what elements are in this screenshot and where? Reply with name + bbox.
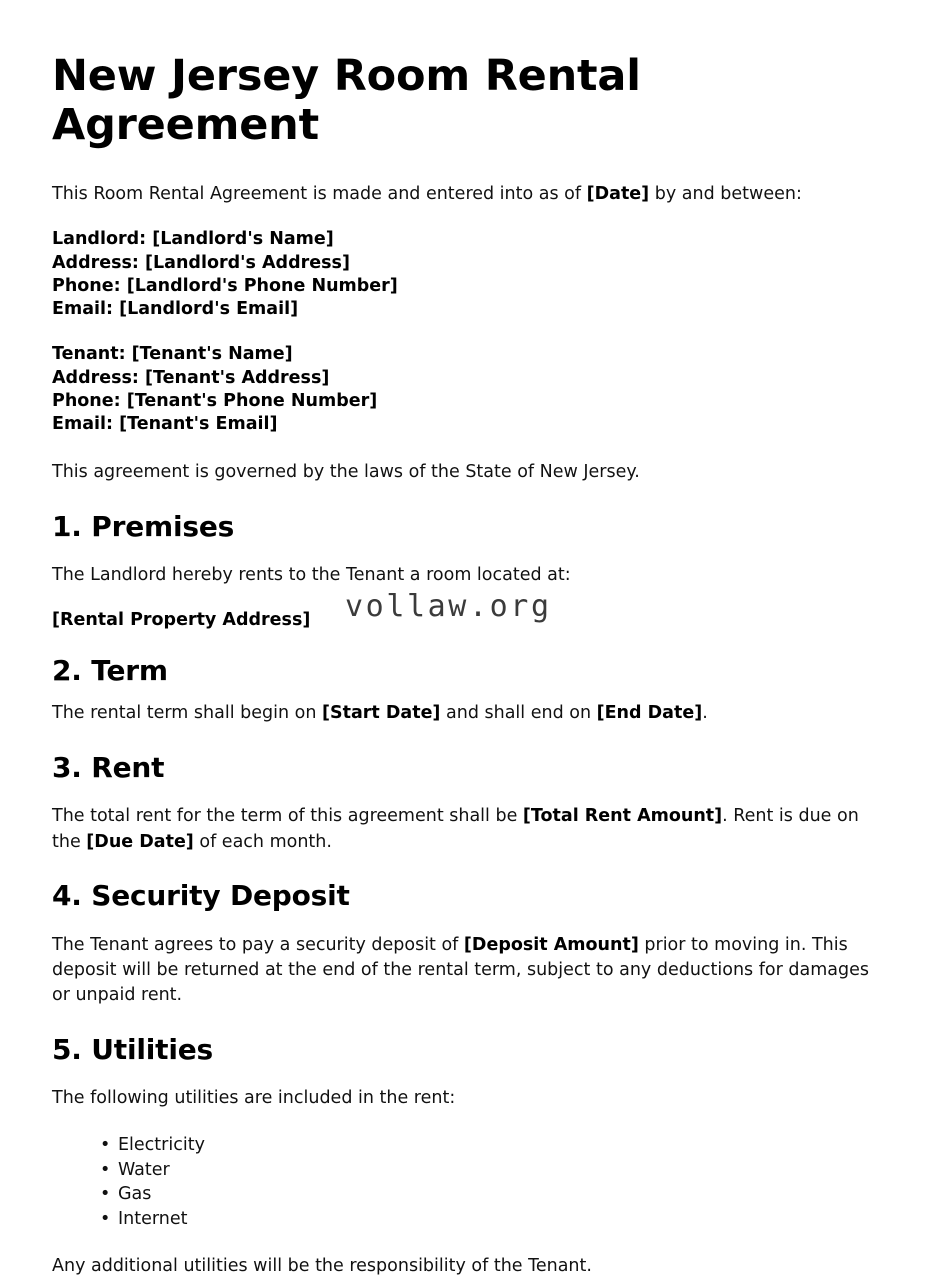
section-heading-security-deposit: 4. Security Deposit	[52, 879, 350, 913]
intro-paragraph	[52, 182, 890, 207]
total-rent-amount-placeholder: [Total Rent Amount]	[522, 806, 723, 827]
rent-text-after-due: of each month.	[193, 831, 332, 852]
end-date-placeholder: [End Date]	[596, 703, 703, 724]
governing-law-paragraph: This agreement is governed by the laws of the State of New Jersey.	[52, 462, 640, 483]
intro-text-after-date: by and between:	[649, 183, 802, 204]
list-item: • Water	[100, 1158, 890, 1183]
landlord-info-block	[52, 228, 890, 321]
watermark: vollaw.org	[345, 589, 552, 624]
rent-text-before-amount: The total rent for the term of this agreement shall be	[52, 806, 523, 827]
term-text-between: and shall end on	[440, 703, 597, 724]
term-text-after-end: .	[702, 703, 708, 724]
date-placeholder: [Date]	[586, 183, 650, 204]
utilities-list	[52, 1133, 890, 1232]
start-date-placeholder: [Start Date]	[322, 703, 441, 724]
due-date-placeholder: [Due Date]	[86, 831, 194, 852]
section-heading-term: 2. Term	[52, 653, 168, 687]
premises-body: The Landlord hereby rents to the Tenant a room located at:	[52, 565, 571, 586]
deposit-amount-placeholder: [Deposit Amount]	[463, 934, 639, 955]
landlord-name-line: Landlord: [Landlord's Name]	[52, 229, 334, 250]
page-title: New Jersey Room Rental Agreement	[52, 51, 641, 151]
utilities-closing: Any additional utilities will be the responsibility of the Tenant.	[52, 1256, 592, 1277]
tenant-email-line: Email: [Tenant's Email]	[52, 414, 278, 435]
section-heading-premises: 1. Premises	[52, 509, 235, 543]
landlord-phone-line: Phone: [Landlord's Phone Number]	[52, 275, 398, 296]
rental-property-address-placeholder: [Rental Property Address]	[52, 609, 311, 630]
term-text-before-start: The rental term shall begin on	[52, 703, 322, 724]
tenant-phone-line: Phone: [Tenant's Phone Number]	[52, 390, 378, 411]
utilities-intro: The following utilities are included in the rent:	[52, 1088, 456, 1109]
tenant-info-block	[52, 343, 890, 436]
tenant-address-line: Address: [Tenant's Address]	[52, 367, 330, 388]
deposit-text-after-amount: prior to moving in. This deposit will be returned at the end of the rental term, subject to any deductions for damages or unpaid rent.	[52, 934, 869, 1006]
term-body	[52, 701, 890, 726]
tenant-name-line: Tenant: [Tenant's Name]	[52, 344, 293, 365]
landlord-email-line: Email: [Landlord's Email]	[52, 299, 299, 320]
rent-text-between: . Rent is due on the	[52, 806, 859, 852]
deposit-text-before-amount: The Tenant agrees to pay a security deposit of	[52, 934, 464, 955]
list-item: • Gas	[100, 1182, 890, 1207]
list-item: • Electricity	[100, 1133, 890, 1158]
list-item: • Internet	[100, 1207, 890, 1232]
rent-body	[52, 804, 890, 855]
section-heading-rent: 3. Rent	[52, 750, 165, 784]
security-deposit-body	[52, 933, 890, 1009]
intro-text-before-date: This Room Rental Agreement is made and entered into as of	[52, 183, 587, 204]
section-heading-utilities: 5. Utilities	[52, 1032, 214, 1066]
landlord-address-line: Address: [Landlord's Address]	[52, 252, 350, 273]
